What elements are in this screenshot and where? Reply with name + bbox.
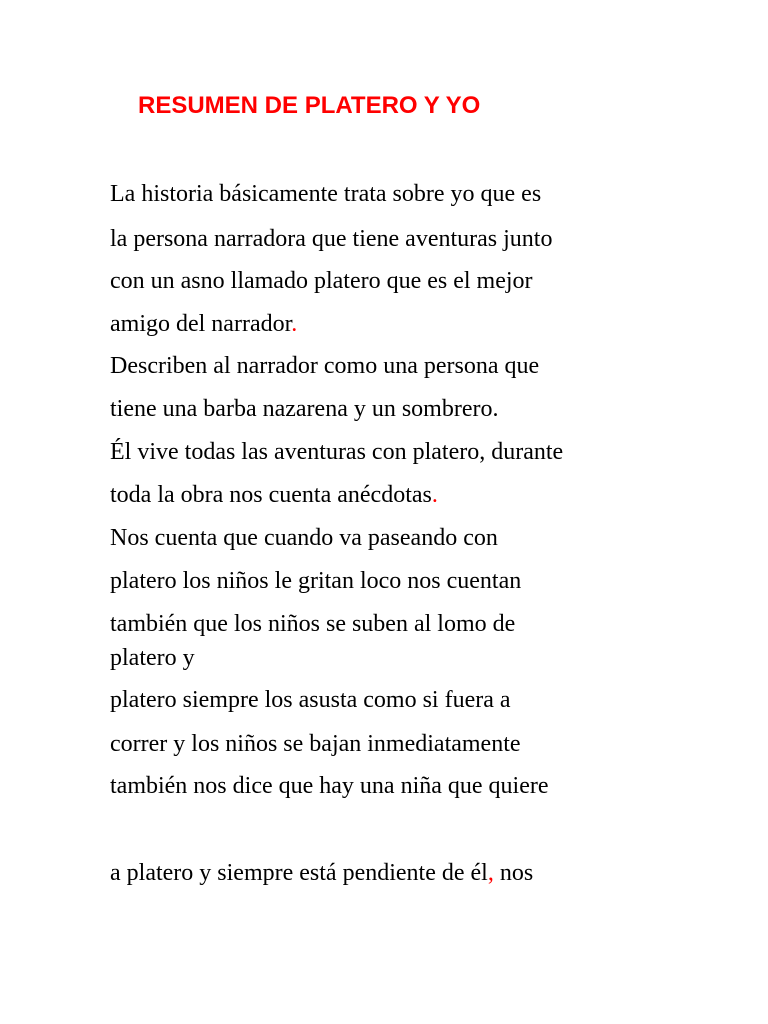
line-text: también que los niños se suben al lomo de	[110, 611, 516, 637]
paragraph-line	[110, 643, 195, 673]
line-text: con un asno llamado platero que es el mejor	[110, 268, 533, 294]
paragraph-line	[110, 523, 498, 553]
line-accent: ,	[487, 860, 494, 886]
paragraph-line	[110, 685, 511, 715]
line-text: la persona narradora que tiene aventuras junto	[110, 226, 553, 252]
line-accent: .	[431, 482, 438, 508]
line-text: Describen al narrador como una persona que	[110, 353, 540, 379]
line-accent: .	[291, 311, 298, 337]
paragraph-line	[110, 394, 499, 424]
paragraph-line	[110, 437, 563, 467]
paragraph-line	[110, 266, 533, 296]
line-text: tiene una barba nazarena y un sombrero.	[110, 396, 499, 422]
paragraph-line	[110, 771, 549, 801]
document-title: RESUMEN DE PLATERO Y YO	[138, 92, 481, 119]
line-text-after: nos	[493, 860, 534, 886]
paragraph-line	[110, 309, 297, 339]
line-text: platero los niños le gritan loco nos cuentan	[110, 568, 522, 594]
paragraph-line	[110, 566, 521, 596]
line-text: Él vive todas las aventuras con platero, durante	[110, 439, 564, 465]
paragraph-line	[110, 858, 533, 888]
line-text: también nos dice que hay una niña que quiere	[110, 773, 549, 799]
paragraph-line	[110, 351, 539, 381]
line-text: amigo del narrador	[110, 311, 292, 337]
paragraph-line	[110, 179, 541, 209]
line-text: platero y	[110, 645, 195, 671]
paragraph-line	[110, 609, 515, 639]
line-text: a platero y siempre está pendiente de él	[110, 860, 488, 886]
line-text: toda la obra nos cuenta anécdotas	[110, 482, 432, 508]
line-text: Nos cuenta que cuando va paseando con	[110, 525, 498, 551]
paragraph-line	[110, 480, 438, 510]
line-text: correr y los niños se bajan inmediatamente	[110, 731, 521, 757]
paragraph-line	[110, 729, 521, 759]
line-text: platero siempre los asusta como si fuera a	[110, 687, 511, 713]
line-text: La historia básicamente trata sobre yo que es	[110, 181, 542, 207]
paragraph-line	[110, 224, 552, 254]
